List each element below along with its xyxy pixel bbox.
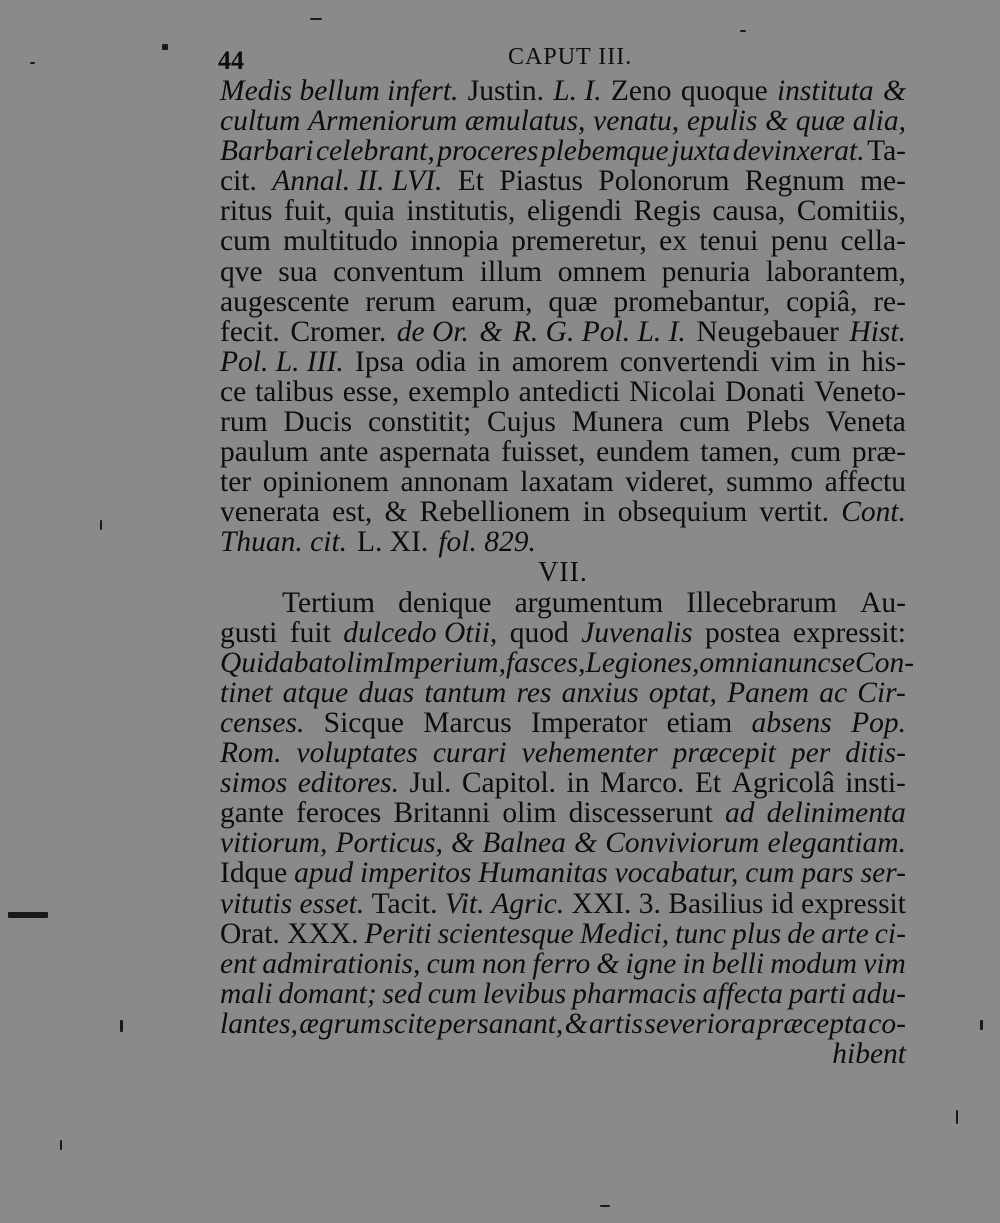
word: amorem — [511, 345, 609, 378]
word: Medis bellum infert. — [220, 75, 459, 107]
word: plebemque — [540, 135, 669, 168]
text-line — [220, 979, 906, 1009]
word: est, — [332, 496, 373, 529]
word: annonam — [400, 466, 509, 499]
word: igne — [625, 947, 677, 980]
word: æmulatus, — [464, 105, 586, 138]
word: denique — [398, 586, 492, 619]
word: Tacit. — [371, 887, 438, 920]
word: hibent — [832, 1038, 906, 1070]
word: tunc — [675, 917, 726, 950]
word: per — [790, 737, 831, 770]
word: dulcedo Otii, — [343, 616, 498, 649]
word: se — [830, 646, 856, 679]
word: venatu, — [593, 105, 680, 138]
word: Barbari — [220, 135, 314, 168]
word: Ipsa — [355, 345, 405, 378]
word: VII. — [538, 556, 588, 588]
word: qve — [220, 255, 263, 288]
text-line — [220, 257, 906, 287]
word: laborantem, — [765, 255, 906, 288]
text-line — [220, 407, 906, 437]
word: vim — [770, 345, 817, 378]
text-line — [220, 738, 906, 768]
word: in — [582, 496, 606, 529]
word: laxatam — [520, 466, 614, 499]
word: Balnea — [482, 827, 566, 860]
word: XXI. 3. — [571, 887, 661, 920]
word: Veneto- — [814, 375, 906, 408]
word: Cromer. — [290, 315, 387, 348]
scan-speck — [8, 912, 48, 918]
word: Idque — [220, 857, 288, 890]
word: Piastus — [499, 165, 583, 198]
word: vim — [863, 947, 906, 980]
word: & — [451, 827, 475, 860]
word: gante — [220, 797, 284, 830]
word: illum — [479, 255, 543, 288]
text-line — [220, 226, 906, 256]
word: censes. — [220, 706, 305, 739]
word: alia, — [852, 105, 906, 138]
word: sed — [382, 977, 422, 1010]
word: quæ — [795, 105, 845, 138]
word: videret, — [625, 466, 715, 499]
text-line — [220, 437, 906, 467]
scan-speck — [162, 44, 168, 50]
word: cella- — [840, 225, 906, 258]
word: ad — [724, 797, 755, 830]
word: Periti — [364, 917, 432, 950]
word: Cont. — [841, 496, 906, 529]
word: Vit. Agric. — [444, 887, 565, 920]
text-line — [220, 347, 906, 377]
word: in — [566, 767, 590, 800]
word: ante — [319, 436, 369, 469]
word: & — [596, 947, 620, 980]
word: Pop. — [851, 706, 906, 739]
word: Donati — [724, 375, 806, 408]
word: venerata — [220, 496, 320, 529]
word: præcepta — [757, 1007, 867, 1040]
word: quoque — [680, 75, 768, 107]
word: & — [479, 315, 503, 348]
word: Cir- — [857, 676, 906, 709]
scan-speck — [100, 520, 102, 530]
word: fol. 829. — [438, 526, 536, 559]
word: talibus — [255, 375, 334, 408]
scan-speck — [120, 1020, 123, 1032]
word: his- — [861, 345, 906, 378]
word: olim — [331, 646, 384, 679]
word: cum — [790, 436, 842, 469]
word: pars — [801, 857, 854, 890]
word: institutis, — [406, 195, 516, 228]
text-line — [220, 136, 906, 166]
word: cum — [426, 947, 476, 980]
text-line — [220, 618, 906, 648]
section-number — [220, 558, 906, 588]
text-line — [220, 317, 906, 347]
word: ac — [819, 676, 848, 709]
word: apud — [294, 857, 354, 890]
word: R. G. Pol. L. I. — [512, 315, 686, 348]
text-line — [220, 106, 906, 136]
word: celebrant, — [315, 135, 435, 168]
word: Agricolâ — [731, 767, 835, 800]
word: Et — [694, 767, 722, 800]
word: Humanitas — [478, 857, 608, 890]
word: persanant, — [437, 1007, 564, 1040]
word: proceres — [437, 135, 539, 168]
word: plus — [732, 917, 782, 950]
word: omnia — [699, 646, 774, 679]
word: quod — [509, 616, 569, 649]
word: epulis — [686, 105, 758, 138]
word: id — [770, 887, 794, 920]
page-header — [0, 40, 1000, 76]
word: discesserunt — [568, 797, 713, 830]
word: gusti — [220, 616, 278, 649]
word: Au- — [860, 586, 906, 619]
word: ter — [220, 466, 252, 499]
word: opinionem — [262, 466, 389, 499]
word: premeretur, — [511, 225, 647, 258]
word: aspernata — [379, 436, 491, 469]
word: conventum — [333, 255, 465, 288]
word: Ta- — [867, 135, 906, 168]
word: summo — [726, 466, 814, 499]
word: modum — [770, 947, 858, 980]
word: simos — [220, 767, 288, 800]
text-line — [220, 287, 906, 317]
word: esse, — [342, 375, 400, 408]
text-line — [220, 646, 915, 679]
word: adu- — [851, 977, 906, 1010]
word: domant; — [278, 977, 377, 1010]
word: Marco. — [599, 767, 685, 800]
word: arte — [821, 917, 869, 950]
word: Marcus — [423, 706, 512, 739]
word: affecta — [702, 977, 783, 1010]
word: Rom. — [220, 737, 282, 770]
word: omnem — [557, 255, 647, 288]
word: editores. — [297, 767, 400, 800]
word: Conviviorum — [605, 827, 760, 860]
word: Thuan. cit. — [220, 526, 348, 559]
page-number: 44 — [218, 46, 244, 75]
word: atque — [282, 676, 349, 709]
word: fuit — [289, 616, 331, 649]
word: ex — [659, 225, 687, 258]
word: cit. — [220, 165, 257, 198]
word: tinet — [220, 676, 273, 709]
word: exemplo — [408, 375, 510, 408]
word: insti- — [845, 767, 906, 800]
word: Imperator — [531, 706, 648, 739]
word: cum — [679, 406, 731, 439]
text-line — [220, 1039, 906, 1069]
word: Plebs — [745, 406, 810, 439]
word: etiam — [666, 706, 733, 739]
word: præcepit — [672, 737, 776, 770]
word: in — [477, 345, 501, 378]
word: expressit — [801, 887, 906, 920]
word: & — [564, 1007, 588, 1040]
word: causa, — [712, 195, 786, 228]
word: Juvenalis — [581, 616, 693, 649]
word: antedicti — [518, 375, 621, 408]
word: me- — [860, 165, 906, 198]
word: penu — [770, 225, 829, 258]
word: fasces, — [505, 646, 586, 679]
word: vitiorum, — [220, 827, 328, 860]
word: affectu — [824, 466, 906, 499]
word: voluptates — [296, 737, 418, 770]
text-line — [220, 678, 906, 708]
word: Basilius — [668, 887, 764, 920]
word: Justin. — [467, 75, 544, 107]
word: obsequium — [617, 496, 748, 529]
word: Panem — [727, 676, 810, 709]
text-line — [220, 1009, 906, 1039]
word: Nicolai — [629, 375, 717, 408]
word: eundem — [596, 436, 690, 469]
word: juxta — [671, 135, 731, 168]
text-line — [220, 919, 906, 949]
word: earum, — [451, 285, 533, 318]
text-line — [220, 497, 906, 527]
word: L. XI. — [357, 526, 429, 559]
word: vehementer — [521, 737, 658, 770]
word: de — [787, 917, 816, 950]
word: Munera — [571, 406, 664, 439]
word: postea — [705, 616, 781, 649]
word: Legiones, — [585, 646, 700, 679]
text-line — [220, 588, 906, 618]
word: convertendi — [619, 345, 759, 378]
word: co- — [868, 1007, 906, 1040]
word: paulum — [220, 436, 309, 469]
word: tamen, — [700, 436, 780, 469]
word: dabat — [264, 646, 332, 679]
scan-speck — [740, 30, 746, 32]
word: levibus — [482, 977, 567, 1010]
word: Tertium — [282, 586, 375, 619]
word: vertit. — [759, 496, 830, 529]
word: curari — [432, 737, 507, 770]
text-line — [220, 196, 906, 226]
word: elegantiam. — [767, 827, 906, 860]
word: rerum — [365, 285, 436, 318]
word: eligendi — [526, 195, 623, 228]
scan-speck — [956, 1110, 958, 1124]
word: parti — [788, 977, 847, 1010]
word: cum — [220, 225, 271, 258]
word: ferro — [532, 947, 591, 980]
word: anxius — [561, 676, 639, 709]
word: in — [682, 947, 706, 980]
word: absens — [751, 706, 832, 739]
word: severiora — [644, 1007, 756, 1040]
word: tantum — [424, 676, 507, 709]
word: instituta — [776, 75, 874, 107]
text-line — [220, 467, 906, 497]
word: Et — [457, 165, 484, 198]
word: Pol. L. III. — [220, 345, 344, 378]
word: fecit. — [220, 315, 280, 348]
word: Armeniorum — [308, 105, 458, 138]
word: Porticus, — [335, 827, 443, 860]
word: Comitiis, — [796, 195, 906, 228]
scan-speck — [980, 1020, 983, 1030]
word: argumentum — [514, 586, 664, 619]
word: sua — [278, 255, 318, 288]
word: Annal. II. LVI. — [272, 165, 443, 198]
word: tenui — [699, 225, 759, 258]
word: ditis- — [845, 737, 906, 770]
word: re- — [873, 285, 906, 318]
word: vitutis — [220, 887, 293, 920]
word: & — [384, 496, 408, 529]
body-text — [220, 75, 915, 1070]
word: Polonorum — [598, 165, 730, 198]
word: Sicque — [323, 706, 404, 739]
word: Hist. — [849, 315, 906, 348]
word: Illecebrarum — [686, 586, 837, 619]
word: res — [516, 676, 552, 709]
word: Neugebauer — [696, 315, 839, 348]
word: imperitos — [359, 857, 472, 890]
word: odia — [415, 345, 467, 378]
word: copiâ, — [786, 285, 858, 318]
word: nunc — [773, 646, 831, 679]
word: ritus — [220, 195, 273, 228]
word: in — [827, 345, 851, 378]
word: L. I. — [553, 75, 602, 107]
word: cum — [745, 857, 795, 890]
word: & — [574, 827, 598, 860]
word: duas — [358, 676, 415, 709]
text-line — [220, 708, 906, 738]
word: Imperium, — [383, 646, 506, 679]
word: Jul. — [409, 767, 452, 800]
word: cum — [427, 977, 477, 1010]
word: Con- — [855, 646, 915, 679]
word: expressit: — [792, 616, 906, 649]
word: Medici, — [579, 917, 670, 950]
word: scite — [382, 1007, 437, 1040]
word: quæ — [548, 285, 598, 318]
text-line — [220, 828, 906, 858]
word: præ- — [851, 436, 906, 469]
word: Qui — [220, 646, 265, 679]
word: fuisset, — [501, 436, 586, 469]
word: ce — [220, 375, 247, 408]
word: delinimenta — [766, 797, 906, 830]
word: Orat. XXX. — [220, 917, 359, 950]
text-line — [220, 768, 906, 798]
word: multitudo — [283, 225, 398, 258]
word: vocabatur, — [614, 857, 739, 890]
word: ægrum — [299, 1007, 382, 1040]
text-line — [220, 166, 906, 196]
word: Regnum — [744, 165, 845, 198]
scan-speck — [600, 1205, 610, 1207]
word: devinxerat. — [732, 135, 865, 168]
word: Capitol. — [461, 767, 557, 800]
running-head: CAPUT III. — [508, 44, 633, 70]
word: innopia — [410, 225, 499, 258]
word: penuria — [661, 255, 751, 288]
scan-speck — [310, 18, 322, 20]
word: optat, — [648, 676, 717, 709]
scan-speck — [30, 62, 35, 64]
word: promebantur, — [613, 285, 771, 318]
word: esset. — [299, 887, 365, 920]
word: & — [882, 75, 906, 107]
word: constitit; — [367, 406, 472, 439]
word: Veneta — [825, 406, 906, 439]
word: lantes, — [220, 1007, 298, 1040]
word: rum — [220, 406, 268, 439]
word: ci- — [874, 917, 906, 950]
word: & — [765, 105, 789, 138]
word: belli — [711, 947, 765, 980]
text-line — [220, 889, 906, 919]
word: admirationis, — [262, 947, 421, 980]
word: ser- — [860, 857, 906, 890]
word: artis — [588, 1007, 644, 1040]
word: Zeno — [610, 75, 672, 107]
text-line — [220, 858, 906, 888]
word: olim — [502, 797, 557, 830]
word: ent — [220, 947, 257, 980]
text-line — [220, 76, 906, 106]
scan-speck — [60, 1140, 62, 1150]
text-line — [220, 798, 906, 828]
word: cultum — [220, 105, 301, 138]
text-line — [220, 377, 906, 407]
word: augescente — [220, 285, 350, 318]
word: Regis — [633, 195, 701, 228]
word: Britanni — [393, 797, 491, 830]
text-line — [220, 527, 906, 557]
word: pharmacis — [572, 977, 697, 1010]
word: de Or. — [396, 315, 469, 348]
word: fuit, — [284, 195, 333, 228]
word: Cujus — [487, 406, 556, 439]
word: Ducis — [283, 406, 353, 439]
word: scientesque — [437, 917, 574, 950]
word: non — [481, 947, 527, 980]
word: feroces — [296, 797, 382, 830]
word: mali — [220, 977, 273, 1010]
word: quia — [343, 195, 395, 228]
text-line — [220, 949, 906, 979]
word: Rebellionem — [419, 496, 571, 529]
